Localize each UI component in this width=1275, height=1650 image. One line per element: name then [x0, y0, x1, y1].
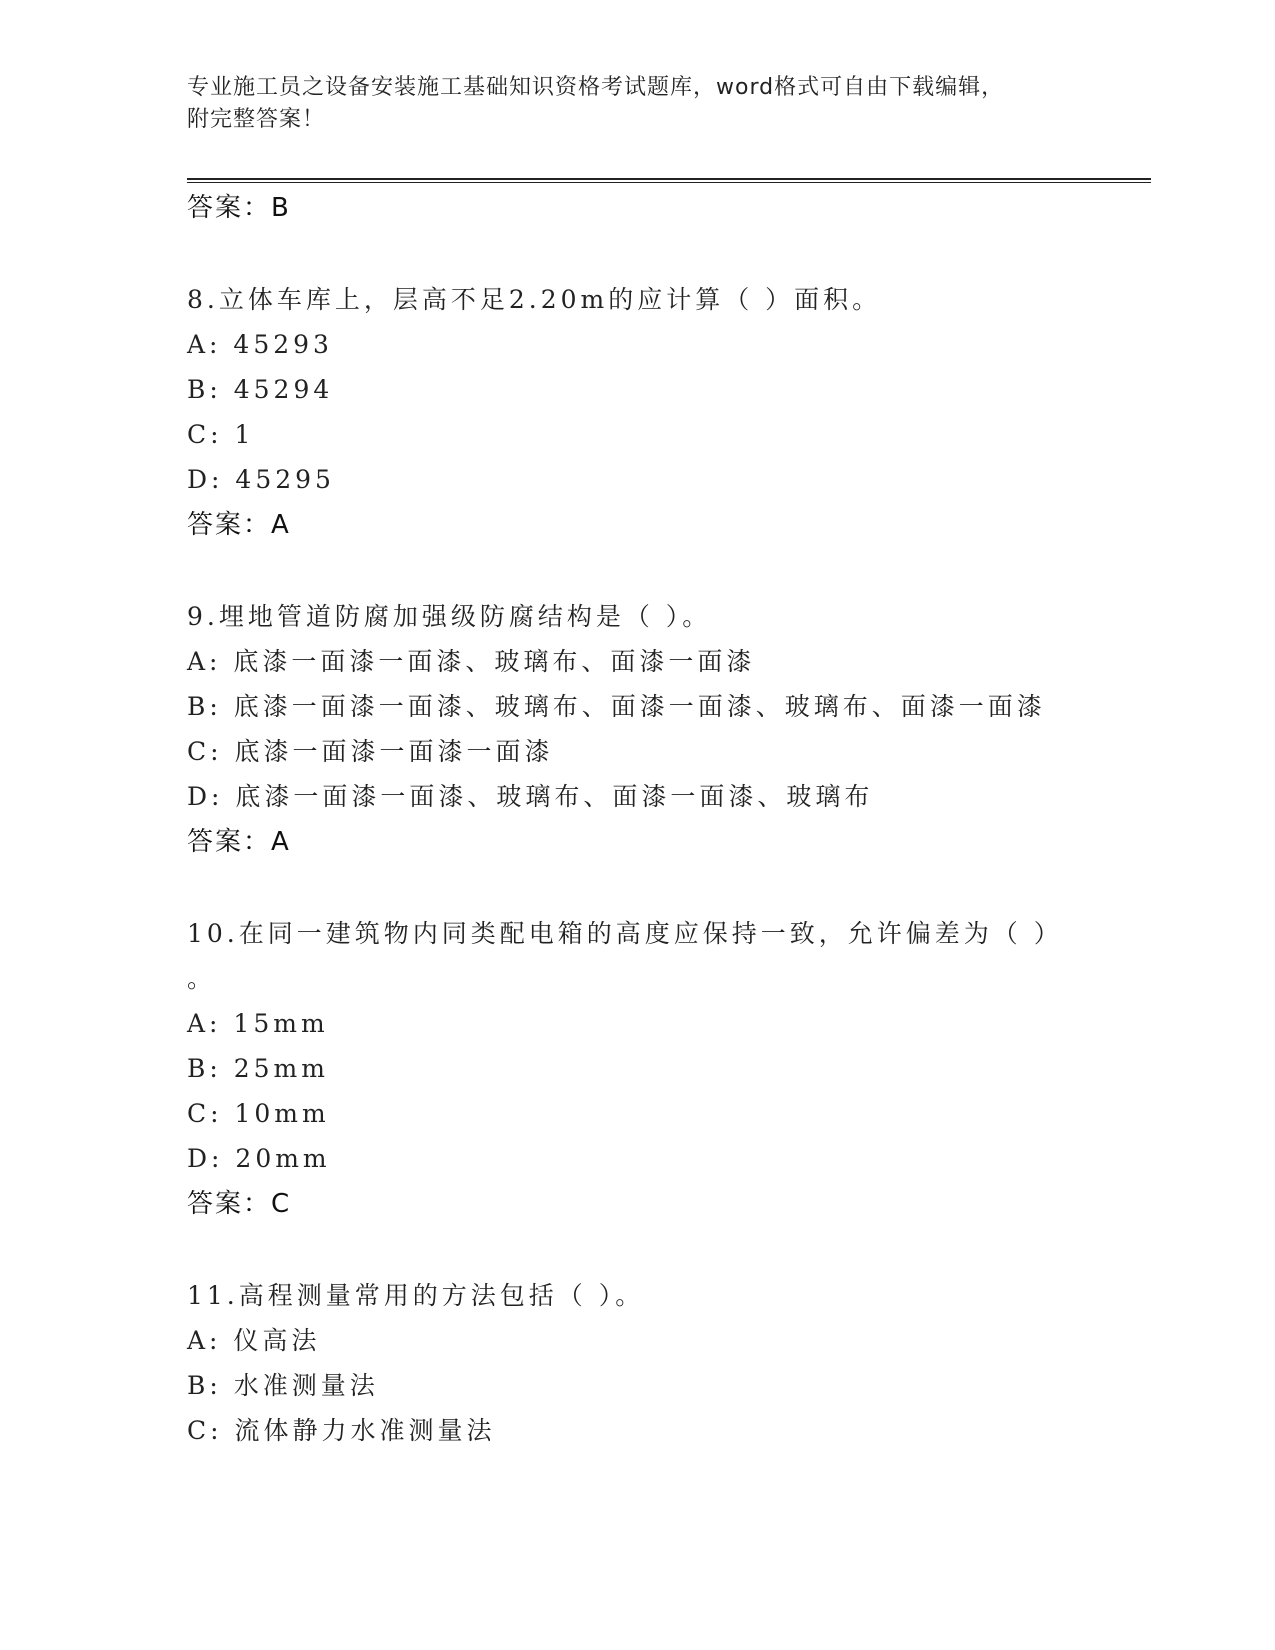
document-header	[187, 72, 1067, 136]
question-8-option-a: A: 45293	[187, 330, 333, 359]
question-8-option-c: C: 1	[187, 420, 255, 449]
header-divider	[187, 178, 1151, 183]
question-10-option-d: D: 20mm	[187, 1144, 331, 1173]
question-9-option-a: A: 底漆一面漆一面漆、玻璃布、面漆一面漆	[187, 647, 756, 676]
answer-previous: 答案：B	[187, 193, 291, 223]
header-title-line-2: 附完整答案！	[187, 107, 326, 132]
question-10-option-b: B: 25mm	[187, 1054, 329, 1083]
question-9-answer: 答案：A	[187, 827, 291, 857]
question-8-option-b: B: 45294	[187, 375, 334, 404]
question-11-option-a: A: 仪高法	[187, 1326, 321, 1355]
question-8-stem: 8.立体车库上，层高不足2.20m的应计算（ ）面积。	[187, 285, 882, 314]
header-title-line-1: 专业施工员之设备安装施工基础知识资格考试题库，word格式可自由下载编辑，	[187, 75, 1005, 100]
question-10-option-a: A: 15mm	[187, 1009, 329, 1038]
question-11-stem: 11.高程测量常用的方法包括（ ）。	[187, 1281, 645, 1310]
question-8-answer: 答案：A	[187, 510, 291, 540]
question-11-option-b: B: 水准测量法	[187, 1371, 379, 1400]
question-10-answer: 答案：C	[187, 1189, 292, 1219]
question-8-option-d: D: 45295	[187, 465, 335, 494]
question-9-option-c: C: 底漆一面漆一面漆一面漆	[187, 737, 554, 766]
question-11-option-c: C: 流体静力水准测量法	[187, 1416, 496, 1445]
question-9-option-b: B: 底漆一面漆一面漆、玻璃布、面漆一面漆、玻璃布、面漆一面漆	[187, 692, 1046, 721]
question-10-stem-line-1: 10.在同一建筑物内同类配电箱的高度应保持一致，允许偏差为（ ）	[187, 919, 1063, 948]
question-10-stem-line-2: 。	[187, 964, 217, 993]
question-9-option-d: D: 底漆一面漆一面漆、玻璃布、面漆一面漆、玻璃布	[187, 782, 874, 811]
question-9-stem: 9.埋地管道防腐加强级防腐结构是（ ）。	[187, 602, 712, 631]
question-10-option-c: C: 10mm	[187, 1099, 330, 1128]
